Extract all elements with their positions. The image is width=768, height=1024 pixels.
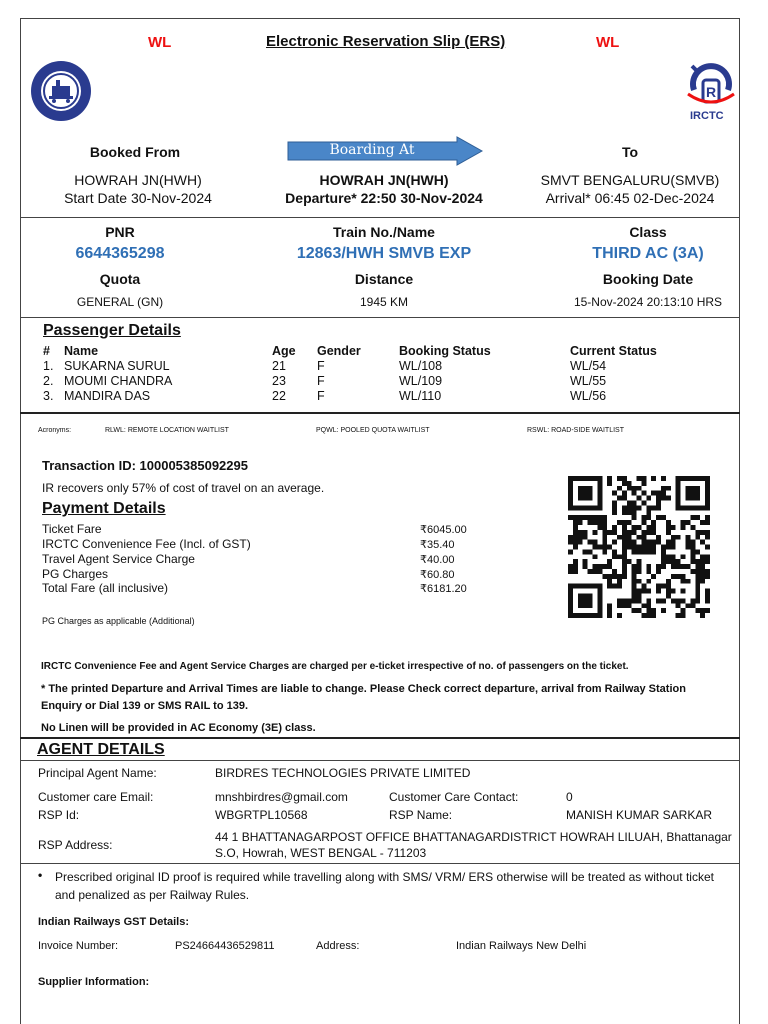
page-border-right [739, 18, 740, 1024]
transaction-id: Transaction ID: 100005385092295 [42, 458, 248, 473]
passenger-age: 23 [272, 374, 286, 388]
fare-label: IRCTC Convenience Fee (Incl. of GST) [42, 537, 251, 551]
fare-label: Total Fare (all inclusive) [42, 581, 169, 595]
fare-label: Ticket Fare [42, 522, 102, 536]
gst-address-label: Address: [316, 940, 360, 952]
divider [20, 737, 740, 739]
indian-railways-logo [30, 60, 92, 122]
customer-email-label: Customer care Email: [38, 790, 154, 804]
times-note-line2: Enquiry or Dial 139 or SMS RAIL to 139. [41, 700, 249, 712]
customer-contact-label: Customer Care Contact: [389, 790, 519, 804]
train-label: Train No./Name [333, 224, 435, 240]
id-proof-note-line2: and penalized as per Railway Rules. [55, 888, 250, 902]
svg-text:R: R [705, 84, 717, 100]
passenger-name: MOUMI CHANDRA [64, 374, 173, 388]
convenience-fee-note: IRCTC Convenience Fee and Agent Service Charges are charged per e-ticket irrespective of no. of passengers on the ticket. [41, 661, 629, 672]
gst-details-title: Indian Railways GST Details: [38, 916, 189, 928]
passenger-current-status: WL/54 [570, 359, 607, 373]
arrival-time: Arrival* 06:45 02-Dec-2024 [545, 190, 715, 206]
irctc-logo-text: IRCTC [690, 110, 724, 122]
customer-email-value: mnshbirdres@gmail.com [215, 790, 348, 804]
times-note-line1: * The printed Departure and Arrival Times are liable to change. Please Check correct departure, arrival from Railway Station [41, 683, 686, 695]
fare-label: PG Charges [42, 567, 109, 581]
rsp-address-line2: S.O, Howrah, WEST BENGAL - 711203 [215, 846, 427, 860]
fare-value: ₹40.00 [420, 554, 455, 566]
supplier-info-title: Supplier Information: [38, 976, 150, 988]
boarding-at-label: Boarding At [329, 142, 415, 158]
passenger-gender: F [317, 359, 325, 373]
passenger-current-status: WL/55 [570, 374, 607, 388]
class-value: THIRD AC (3A) [592, 245, 704, 262]
col-gender: Gender [317, 344, 361, 358]
passenger-gender: F [317, 374, 325, 388]
divider [20, 863, 740, 864]
train-value: 12863/HWH SMVB EXP [296, 245, 472, 262]
page-border-top [20, 18, 740, 19]
class-label: Class [629, 224, 667, 240]
id-proof-note-line1: Prescribed original ID proof is required while travelling along with SMS/ VRM/ ERS otherwise will be treated as without ticket [55, 870, 714, 884]
to-label: To [621, 144, 639, 160]
payment-details-title: Payment Details [42, 500, 166, 517]
booking-date-value: 15-Nov-2024 20:13:10 HRS [573, 295, 723, 309]
fare-value: ₹35.40 [420, 539, 455, 551]
passenger-age: 22 [272, 389, 286, 403]
principal-agent-label: Principal Agent Name: [38, 766, 157, 780]
acronym-rswl: RSWL: ROAD-SIDE WAITLIST [527, 427, 624, 434]
boarding-station: HOWRAH JN(HWH) [319, 172, 449, 188]
passenger-num: 3. [43, 389, 54, 403]
departure-time: Departure* 22:50 30-Nov-2024 [285, 190, 483, 206]
divider [20, 217, 740, 218]
rsp-address-label: RSP Address: [38, 838, 113, 852]
passenger-current-status: WL/56 [570, 389, 607, 403]
acronym-rlwl: RLWL: REMOTE LOCATION WAITLIST [105, 427, 229, 434]
ers-title: Electronic Reservation Slip (ERS) [266, 33, 506, 50]
quota-label: Quota [99, 271, 141, 287]
to-station: SMVT BENGALURU(SMVB) [540, 172, 720, 188]
bullet-icon: • [38, 868, 43, 882]
invoice-number-label: Invoice Number: [38, 940, 119, 952]
agent-details-title: AGENT DETAILS [37, 741, 165, 758]
qr-code [568, 474, 710, 620]
acronym-pqwl: PQWL: POOLED QUOTA WAITLIST [316, 427, 430, 434]
col-num: # [43, 344, 50, 358]
from-station: HOWRAH JN(HWH) [74, 172, 202, 188]
passenger-booking-status: WL/108 [399, 359, 443, 373]
principal-agent-value: BIRDRES TECHNOLOGIES PRIVATE LIMITED [215, 766, 471, 780]
fare-value: ₹60.80 [420, 569, 455, 581]
boarding-at-arrow [287, 136, 483, 166]
quota-value: GENERAL (GN) [76, 295, 164, 309]
rsp-id-label: RSP Id: [38, 808, 80, 822]
passenger-booking-status: WL/110 [399, 389, 442, 403]
passenger-name: MANDIRA DAS [64, 389, 151, 403]
fare-value: ₹6045.00 [420, 524, 467, 536]
ir-recovery-note: IR recovers only 57% of cost of travel on an average. [42, 481, 325, 495]
booked-from-label: Booked From [89, 144, 181, 160]
passenger-details-title: Passenger Details [43, 322, 181, 339]
passenger-gender: F [317, 389, 325, 403]
divider [20, 317, 740, 318]
passenger-num: 1. [43, 359, 54, 373]
rsp-name-value: MANISH KUMAR SARKAR [566, 808, 713, 822]
page-border-left [20, 18, 21, 1024]
divider [20, 760, 740, 761]
divider [20, 412, 740, 414]
passenger-booking-status: WL/109 [399, 374, 443, 388]
pg-charges-note: PG Charges as applicable (Additional) [42, 616, 195, 626]
rsp-id-value: WBGRTPL10568 [215, 808, 308, 822]
col-age: Age [272, 344, 296, 358]
distance-label: Distance [354, 271, 414, 287]
acronyms-label: Acronyms: [38, 427, 72, 434]
rsp-name-label: RSP Name: [389, 808, 453, 822]
fare-label: Travel Agent Service Charge [42, 552, 195, 566]
pnr-label: PNR [105, 224, 135, 240]
wl-left-label: WL [148, 34, 172, 51]
customer-contact-value: 0 [566, 790, 573, 804]
passenger-num: 2. [43, 374, 54, 388]
booking-date-label: Booking Date [602, 271, 694, 287]
irctc-logo [684, 60, 738, 124]
distance-value: 1945 KM [359, 295, 409, 309]
fare-value: ₹6181.20 [420, 583, 467, 595]
col-booking-status: Booking Status [399, 344, 491, 358]
start-date: Start Date 30-Nov-2024 [64, 190, 212, 206]
passenger-age: 21 [272, 359, 286, 373]
rsp-address-line1: 44 1 BHATTANAGARPOST OFFICE BHATTANAGARDISTRICT HOWRAH LILUAH, Bhattanagar [215, 830, 732, 844]
passenger-name: SUKARNA SURUL [64, 359, 170, 373]
gst-address-value: Indian Railways New Delhi [456, 940, 587, 952]
linen-note: No Linen will be provided in AC Economy (3E) class. [41, 722, 316, 734]
pnr-value: 6644365298 [75, 245, 165, 262]
col-current-status: Current Status [570, 344, 657, 358]
col-name: Name [64, 344, 99, 358]
invoice-number-value: PS24664436529811 [175, 940, 275, 952]
wl-right-label: WL [596, 34, 620, 51]
